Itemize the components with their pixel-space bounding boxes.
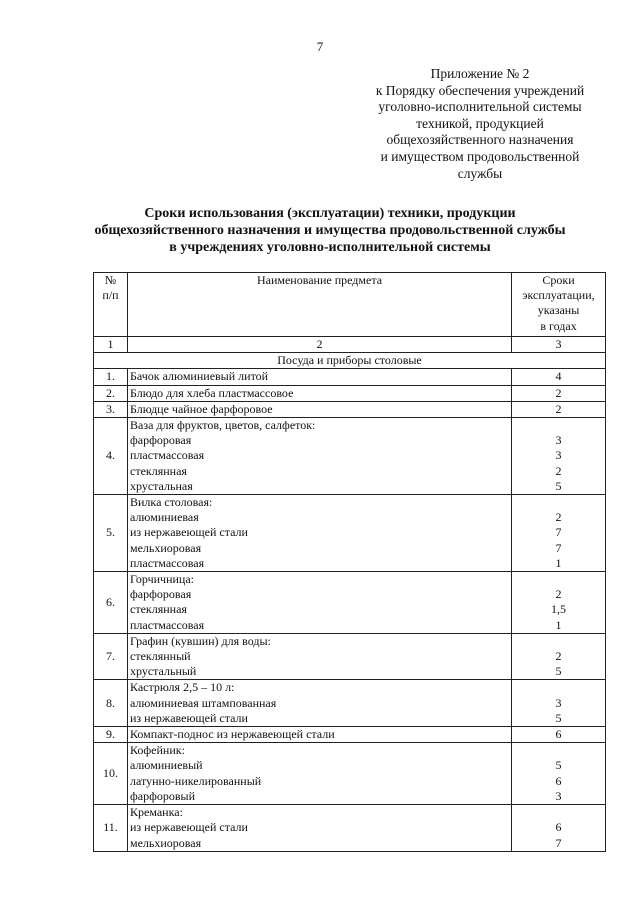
row-number: 7.: [94, 633, 128, 680]
table-row: [94, 418, 606, 495]
item-name: пластмассовая: [130, 555, 205, 570]
term-value: [514, 680, 603, 695]
item-group-label: Горчичница:: [130, 572, 195, 587]
column-index: 1: [94, 337, 128, 353]
appendix-line: общехозяйственного назначения: [386, 132, 574, 148]
appendix-line: и имуществом продовольственной: [380, 148, 580, 164]
column-index: 3: [512, 337, 606, 353]
term-value: 3: [555, 695, 562, 710]
term-value: [514, 634, 603, 649]
terms-table: [93, 272, 606, 852]
title-line: Сроки использования (эксплуатации) техники, продукции: [144, 206, 516, 221]
item-name-cell: [128, 680, 512, 727]
term-value: 5: [555, 758, 562, 773]
item-name-cell: [128, 727, 512, 743]
term-value: 3: [555, 448, 562, 463]
header-number-line: №: [104, 273, 117, 287]
term-value: 2: [555, 463, 562, 478]
table-row: [94, 680, 606, 727]
term-value: [514, 495, 603, 510]
item-name: пластмассовая: [130, 448, 205, 463]
header-term: [512, 273, 606, 337]
table-row: [94, 633, 606, 680]
term-cell: [512, 805, 606, 852]
term-value: 2: [555, 649, 562, 664]
row-number: 9.: [94, 727, 128, 743]
title-line: в учреждениях уголовно-исполнительной системы: [169, 239, 491, 255]
row-number: 1.: [94, 369, 128, 385]
table-row: [94, 369, 606, 385]
term-value: 7: [555, 835, 562, 850]
section-row: [94, 353, 606, 369]
item-name: хрустальная: [130, 478, 193, 493]
item-group-label: Креманка:: [130, 805, 183, 820]
header-term-line: Сроки: [542, 273, 575, 287]
table-row: [94, 401, 606, 417]
item-name-cell: [128, 805, 512, 852]
item-name: из нержавеющей стали: [130, 820, 248, 835]
term-value: 7: [555, 540, 562, 555]
item-name-cell: [128, 572, 512, 634]
term-cell: [512, 572, 606, 634]
term-value: 5: [555, 478, 562, 493]
header-term-line: эксплуатации,: [522, 288, 595, 303]
appendix-block: [340, 66, 620, 182]
table-row: [94, 572, 606, 634]
term-cell: [512, 418, 606, 495]
item-name: Блюдце чайное фарфоровое: [130, 401, 273, 416]
item-name: алюминиевая: [130, 510, 199, 525]
column-index: 2: [128, 337, 512, 353]
appendix-line: Приложение № 2: [430, 66, 530, 81]
item-name: мельхиоровая: [130, 835, 202, 850]
term-value: 6: [555, 727, 562, 742]
document-title: [60, 206, 600, 256]
item-name-cell: [128, 495, 512, 572]
row-number: 6.: [94, 572, 128, 634]
item-name-cell: [128, 418, 512, 495]
item-name: хрустальный: [130, 664, 197, 679]
table-row: [94, 743, 606, 805]
row-number: 3.: [94, 401, 128, 417]
item-name: Блюдо для хлеба пластмассовое: [130, 385, 294, 400]
item-name: алюминиевый: [130, 758, 203, 773]
header-number-line: п/п: [102, 288, 119, 303]
appendix-line: службы: [457, 165, 503, 181]
table-row: [94, 495, 606, 572]
term-value: 1: [555, 555, 562, 570]
header-item-name: Наименование предмета: [128, 273, 512, 337]
item-name: из нержавеющей стали: [130, 710, 248, 725]
term-cell: [512, 743, 606, 805]
term-value: 2: [555, 587, 562, 602]
table-row: [94, 385, 606, 401]
item-group-label: Кастрюля 2,5 – 10 л:: [130, 680, 235, 695]
term-value: 2: [555, 385, 562, 400]
term-value: 6: [555, 820, 562, 835]
appendix-line: техникой, продукцией: [416, 115, 544, 131]
header-number: [94, 273, 128, 337]
column-index-row: [94, 337, 606, 353]
row-number: 11.: [94, 805, 128, 852]
item-name: алюминиевая штампованная: [130, 695, 277, 710]
item-name: Бачок алюминиевый литой: [130, 369, 269, 384]
term-value: 5: [555, 710, 562, 725]
term-value: [514, 805, 603, 820]
item-name: стеклянная: [130, 602, 187, 617]
row-number: 10.: [94, 743, 128, 805]
header-term-line: указаны: [537, 303, 580, 318]
row-number: 2.: [94, 385, 128, 401]
row-number: 8.: [94, 680, 128, 727]
term-cell: [512, 633, 606, 680]
term-cell: [512, 680, 606, 727]
item-name: мельхиоровая: [130, 540, 202, 555]
appendix-line: к Порядку обеспечения учреждений: [375, 82, 585, 98]
table-header-row: [94, 273, 606, 337]
term-value: 1: [555, 617, 562, 632]
term-value: [514, 572, 603, 587]
term-value: 2: [555, 510, 562, 525]
page-number: 7: [316, 39, 324, 54]
section-title: Посуда и приборы столовые: [94, 353, 606, 369]
item-name: из нержавеющей стали: [130, 525, 248, 540]
table-row: [94, 805, 606, 852]
item-name-cell: [128, 743, 512, 805]
term-value: 1,5: [551, 602, 566, 617]
term-cell: [512, 495, 606, 572]
term-cell: [512, 385, 606, 401]
term-value: 4: [555, 369, 562, 384]
item-name: пластмассовая: [130, 617, 205, 632]
item-group-label: Вилка столовая:: [130, 495, 213, 510]
item-name: стеклянный: [130, 649, 191, 664]
term-value: 7: [555, 525, 562, 540]
term-value: [514, 743, 603, 758]
item-name: фарфоровая: [130, 587, 192, 602]
item-name-cell: [128, 385, 512, 401]
item-name: латунно-никелированный: [130, 773, 262, 788]
appendix-line: уголовно-исполнительной системы: [378, 99, 582, 115]
term-value: 2: [555, 401, 562, 416]
term-cell: [512, 369, 606, 385]
term-cell: [512, 727, 606, 743]
term-value: [514, 418, 603, 433]
row-number: 4.: [94, 418, 128, 495]
item-name: фарфоровая: [130, 433, 192, 448]
table-row: [94, 727, 606, 743]
item-group-label: Графин (кувшин) для воды:: [130, 633, 271, 648]
row-number: 5.: [94, 495, 128, 572]
title-line: общехозяйственного назначения и имущества продовольственной службы: [94, 222, 566, 238]
term-value: 3: [555, 788, 562, 803]
item-name-cell: [128, 401, 512, 417]
item-name-cell: [128, 633, 512, 680]
term-value: 6: [555, 773, 562, 788]
term-value: 3: [555, 433, 562, 448]
terms-table-body: [94, 273, 606, 852]
item-group-label: Ваза для фруктов, цветов, салфеток:: [130, 418, 316, 433]
item-name: стеклянная: [130, 463, 187, 478]
term-value: 5: [555, 664, 562, 679]
item-group-label: Кофейник:: [130, 743, 185, 758]
item-name: фарфоровый: [130, 788, 196, 803]
term-cell: [512, 401, 606, 417]
header-term-line: в годах: [540, 318, 577, 333]
item-name: Компакт-поднос из нержавеющей стали: [130, 727, 335, 742]
item-name-cell: [128, 369, 512, 385]
